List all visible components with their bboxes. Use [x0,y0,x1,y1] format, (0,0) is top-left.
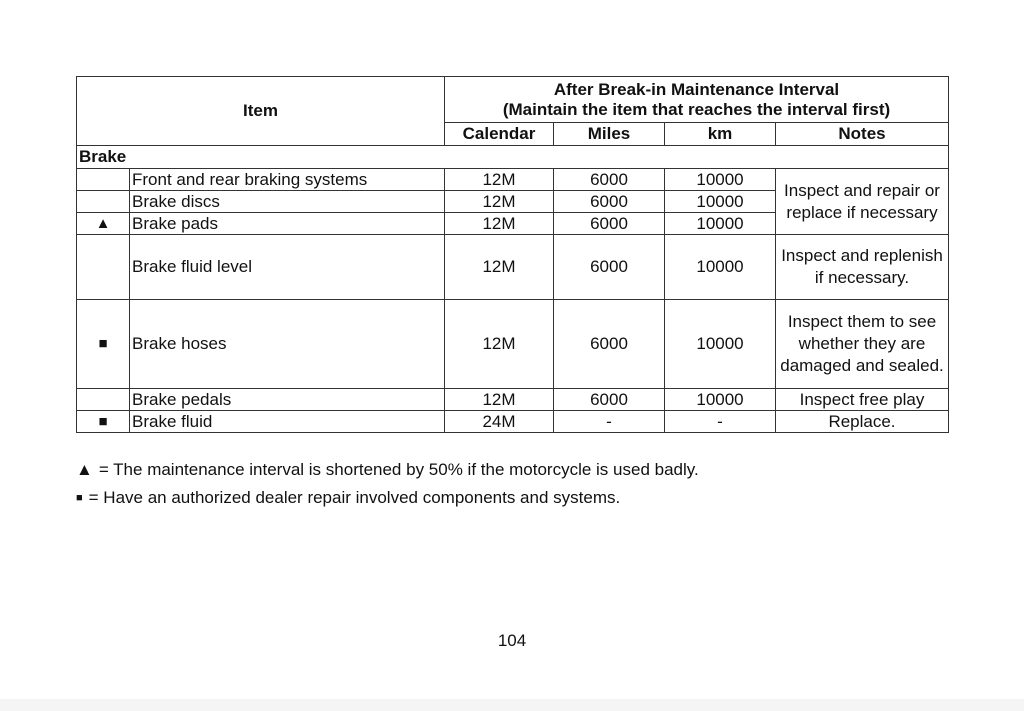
row-km: 10000 [665,300,776,389]
table-row [77,169,949,191]
triangle-icon: ▲ [77,213,130,235]
row-notes: Inspect them to see whether they are damaged and sealed. [776,300,949,389]
row-symbol [77,169,130,191]
row-miles: 6000 [554,300,665,389]
legend-text: = Have an authorized dealer repair involved components and systems. [88,488,621,507]
row-miles: - [554,411,665,433]
row-miles: 6000 [554,213,665,235]
row-calendar: 12M [445,300,554,389]
header-calendar: Calendar [445,123,554,146]
row-notes: Replace. [776,411,949,433]
row-item: Brake discs [130,191,445,213]
header-interval [445,77,949,123]
page-number: 104 [497,631,527,650]
header-interval-line1: After Break-in Maintenance Interval [553,79,840,99]
row-km: 10000 [665,235,776,300]
row-calendar: 12M [445,235,554,300]
row-item: Brake fluid level [130,235,445,300]
row-miles: 6000 [554,235,665,300]
row-symbol [77,191,130,213]
row-km: 10000 [665,191,776,213]
header-miles: Miles [554,123,665,146]
header-row-1 [77,77,949,123]
table-row [77,235,949,300]
square-icon: ■ [77,411,130,433]
row-km: 10000 [665,389,776,411]
row-symbol [77,389,130,411]
maintenance-table [76,76,949,433]
bottom-strip [0,699,1024,711]
row-calendar: 12M [445,169,554,191]
row-item: Brake pads [130,213,445,235]
row-miles: 6000 [554,191,665,213]
legend-text: = The maintenance interval is shortened by 50% if the motorcycle is used badly. [98,460,699,479]
row-notes: Inspect free play [776,389,949,411]
header-item: Item [77,77,445,146]
row-item: Brake fluid [130,411,445,433]
row-miles: 6000 [554,389,665,411]
row-miles: 6000 [554,169,665,191]
row-notes-shared: Inspect and repair or replace if necessary [776,169,949,235]
table-row [77,389,949,411]
header-interval-line2: (Maintain the item that reaches the interval first) [502,99,891,119]
row-symbol [77,235,130,300]
row-item: Front and rear braking systems [130,169,445,191]
section-brake-label: Brake [77,146,949,169]
square-icon: ■ [76,492,83,504]
legend-square [76,488,620,508]
legend-triangle [76,460,699,480]
table-row [77,411,949,433]
row-km: - [665,411,776,433]
row-item: Brake hoses [130,300,445,389]
row-calendar: 24M [445,411,554,433]
triangle-icon: ▲ [76,460,93,479]
square-icon: ■ [77,300,130,389]
row-calendar: 12M [445,389,554,411]
row-calendar: 12M [445,213,554,235]
row-notes: Inspect and replenish if necessary. [776,235,949,300]
row-item: Brake pedals [130,389,445,411]
table-row [77,300,949,389]
header-km: km [665,123,776,146]
row-km: 10000 [665,169,776,191]
row-km: 10000 [665,213,776,235]
section-row [77,146,949,169]
row-calendar: 12M [445,191,554,213]
header-notes: Notes [776,123,949,146]
